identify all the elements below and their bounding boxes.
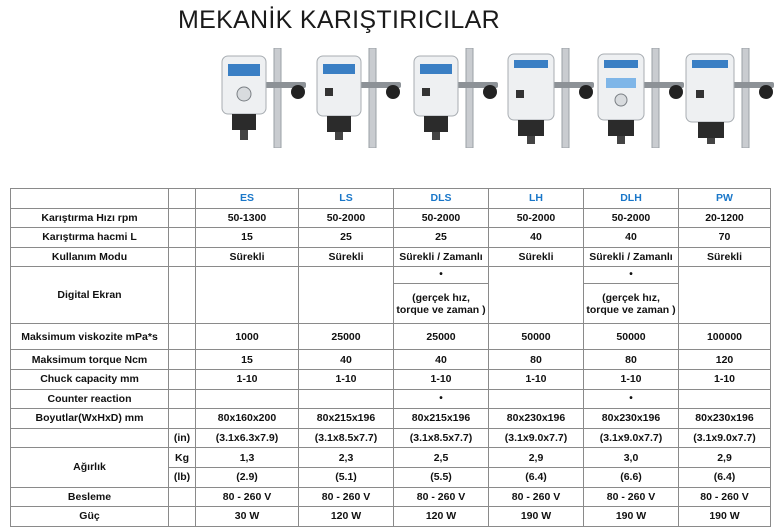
unit-cell (169, 350, 196, 370)
table-cell: 190 W (489, 507, 584, 527)
table-cell: Sürekli (679, 247, 771, 267)
table-cell: 2,9 (489, 448, 584, 468)
row-label: Karıştırma Hızı rpm (11, 208, 169, 228)
feature-dot: • (584, 267, 679, 284)
table-cell: (3.1x9.0x7.7) (584, 428, 679, 448)
mechanical-stirrer-dlh-icon (590, 48, 685, 148)
table-cell: Sürekli (299, 247, 394, 267)
table-cell: 50-2000 (489, 208, 584, 228)
table-cell: 80x215x196 (299, 409, 394, 429)
table-row (11, 247, 771, 267)
column-header: DLH (584, 189, 679, 209)
table-cell: 80 - 260 V (394, 487, 489, 507)
table-cell: (3.1x9.0x7.7) (679, 428, 771, 448)
mechanical-stirrer-lh-icon (500, 48, 595, 148)
table-cell (299, 267, 394, 324)
unit-cell (169, 324, 196, 350)
table-cell: 25000 (394, 324, 489, 350)
table-cell: Sürekli / Zamanlı (394, 247, 489, 267)
table-cell: 100000 (679, 324, 771, 350)
unit-cell (169, 389, 196, 409)
table-cell: (gerçek hız, torque ve zaman ) (394, 284, 489, 324)
table-cell (489, 389, 584, 409)
table-cell: 70 (679, 228, 771, 248)
table-cell: 80 (584, 350, 679, 370)
table-cell (196, 389, 299, 409)
table-row (11, 428, 771, 448)
table-cell: 25000 (299, 324, 394, 350)
table-cell: (5.5) (394, 467, 489, 487)
table-cell: (3.1x6.3x7.9) (196, 428, 299, 448)
row-label: Güç (11, 507, 169, 527)
table-cell (489, 267, 584, 324)
row-label: Maksimum viskozite mPa*s (11, 324, 169, 350)
table-cell: 50-1300 (196, 208, 299, 228)
row-label (11, 428, 169, 448)
table-row (11, 324, 771, 350)
table-cell: 2,9 (679, 448, 771, 468)
table-cell: 15 (196, 350, 299, 370)
mechanical-stirrer-ls-icon (307, 48, 402, 148)
table-cell: 80 - 260 V (584, 487, 679, 507)
table-cell: (gerçek hız, torque ve zaman ) (584, 284, 679, 324)
table-cell: (6.6) (584, 467, 679, 487)
table-cell: (3.1x8.5x7.7) (299, 428, 394, 448)
feature-dot: • (584, 389, 679, 409)
row-label: Besleme (11, 487, 169, 507)
table-cell: 2,5 (394, 448, 489, 468)
table-cell (196, 267, 299, 324)
table-cell: (6.4) (489, 467, 584, 487)
table-cell (679, 267, 771, 324)
table-header-row (11, 189, 771, 209)
unit-cell: Kg (169, 448, 196, 468)
table-cell: Sürekli (489, 247, 584, 267)
table-cell: 80x230x196 (489, 409, 584, 429)
feature-dot: • (394, 267, 489, 284)
header-label-empty (11, 189, 169, 209)
table-cell: 50000 (489, 324, 584, 350)
row-label: Kullanım Modu (11, 247, 169, 267)
table-cell: 80x230x196 (679, 409, 771, 429)
table-cell: 50000 (584, 324, 679, 350)
table-cell: (5.1) (299, 467, 394, 487)
table-cell: 80x215x196 (394, 409, 489, 429)
unit-cell (169, 208, 196, 228)
table-cell: (6.4) (679, 467, 771, 487)
row-label: Maksimum torque Ncm (11, 350, 169, 370)
column-header: LS (299, 189, 394, 209)
table-row (11, 389, 771, 409)
table-cell: 50-2000 (584, 208, 679, 228)
table-cell: 120 W (394, 507, 489, 527)
table-cell: 15 (196, 228, 299, 248)
table-cell: (3.1x8.5x7.7) (394, 428, 489, 448)
table-cell: 120 W (299, 507, 394, 527)
column-header: LH (489, 189, 584, 209)
table-cell: 80 - 260 V (489, 487, 584, 507)
table-cell (299, 389, 394, 409)
table-cell: 2,3 (299, 448, 394, 468)
page-title: MEKANİK KARIŞTIRICILAR (178, 6, 500, 34)
row-label: Karıştırma hacmi L (11, 228, 169, 248)
table-cell: 40 (584, 228, 679, 248)
table-cell: 190 W (679, 507, 771, 527)
unit-cell: (lb) (169, 467, 196, 487)
table-cell: 40 (394, 350, 489, 370)
table-cell: 1,3 (196, 448, 299, 468)
mechanical-stirrer-pw-icon (680, 48, 775, 148)
table-cell (679, 389, 771, 409)
feature-dot: • (394, 389, 489, 409)
unit-cell (169, 267, 196, 324)
column-header: DLS (394, 189, 489, 209)
unit-cell (169, 409, 196, 429)
mechanical-stirrer-es-icon (212, 48, 307, 148)
table-row (11, 369, 771, 389)
table-cell: Sürekli / Zamanlı (584, 247, 679, 267)
table-row (11, 409, 771, 429)
header-unit-empty (169, 189, 196, 209)
unit-cell (169, 247, 196, 267)
table-cell: 3,0 (584, 448, 679, 468)
table-cell: 120 (679, 350, 771, 370)
table-cell: 25 (299, 228, 394, 248)
table-cell: 1-10 (489, 369, 584, 389)
unit-cell (169, 507, 196, 527)
table-cell: 1-10 (196, 369, 299, 389)
column-header: PW (679, 189, 771, 209)
table-row (11, 208, 771, 228)
table-row (11, 228, 771, 248)
unit-cell (169, 369, 196, 389)
table-cell: (2.9) (196, 467, 299, 487)
table-cell: 1-10 (584, 369, 679, 389)
table-cell: 30 W (196, 507, 299, 527)
table-row (11, 350, 771, 370)
mechanical-stirrer-dls-icon (404, 48, 499, 148)
row-label: Boyutlar(WxHxD) mm (11, 409, 169, 429)
table-cell: 25 (394, 228, 489, 248)
table-cell: 50-2000 (394, 208, 489, 228)
table-cell: 40 (299, 350, 394, 370)
row-label: Counter reaction (11, 389, 169, 409)
table-cell: 50-2000 (299, 208, 394, 228)
table-cell: 1-10 (679, 369, 771, 389)
table-cell: 80x230x196 (584, 409, 679, 429)
column-header: ES (196, 189, 299, 209)
table-cell: 1-10 (394, 369, 489, 389)
table-row (11, 487, 771, 507)
table-cell: 80 - 260 V (679, 487, 771, 507)
product-images (0, 48, 778, 148)
table-row (11, 448, 771, 468)
table-row (11, 507, 771, 527)
table-row (11, 267, 771, 284)
row-label: Digital Ekran (11, 267, 169, 324)
table-cell: 190 W (584, 507, 679, 527)
table-cell: 20-1200 (679, 208, 771, 228)
table-cell: 1000 (196, 324, 299, 350)
table-cell: Sürekli (196, 247, 299, 267)
table-cell: 80 (489, 350, 584, 370)
unit-cell (169, 487, 196, 507)
unit-cell: (in) (169, 428, 196, 448)
table-cell: 80 - 260 V (299, 487, 394, 507)
row-label: Ağırlık (11, 448, 169, 487)
table-cell: (3.1x9.0x7.7) (489, 428, 584, 448)
table-cell: 80 - 260 V (196, 487, 299, 507)
table-cell: 40 (489, 228, 584, 248)
row-label: Chuck capacity mm (11, 369, 169, 389)
specifications-table (10, 188, 771, 527)
unit-cell (169, 228, 196, 248)
table-cell: 1-10 (299, 369, 394, 389)
table-cell: 80x160x200 (196, 409, 299, 429)
